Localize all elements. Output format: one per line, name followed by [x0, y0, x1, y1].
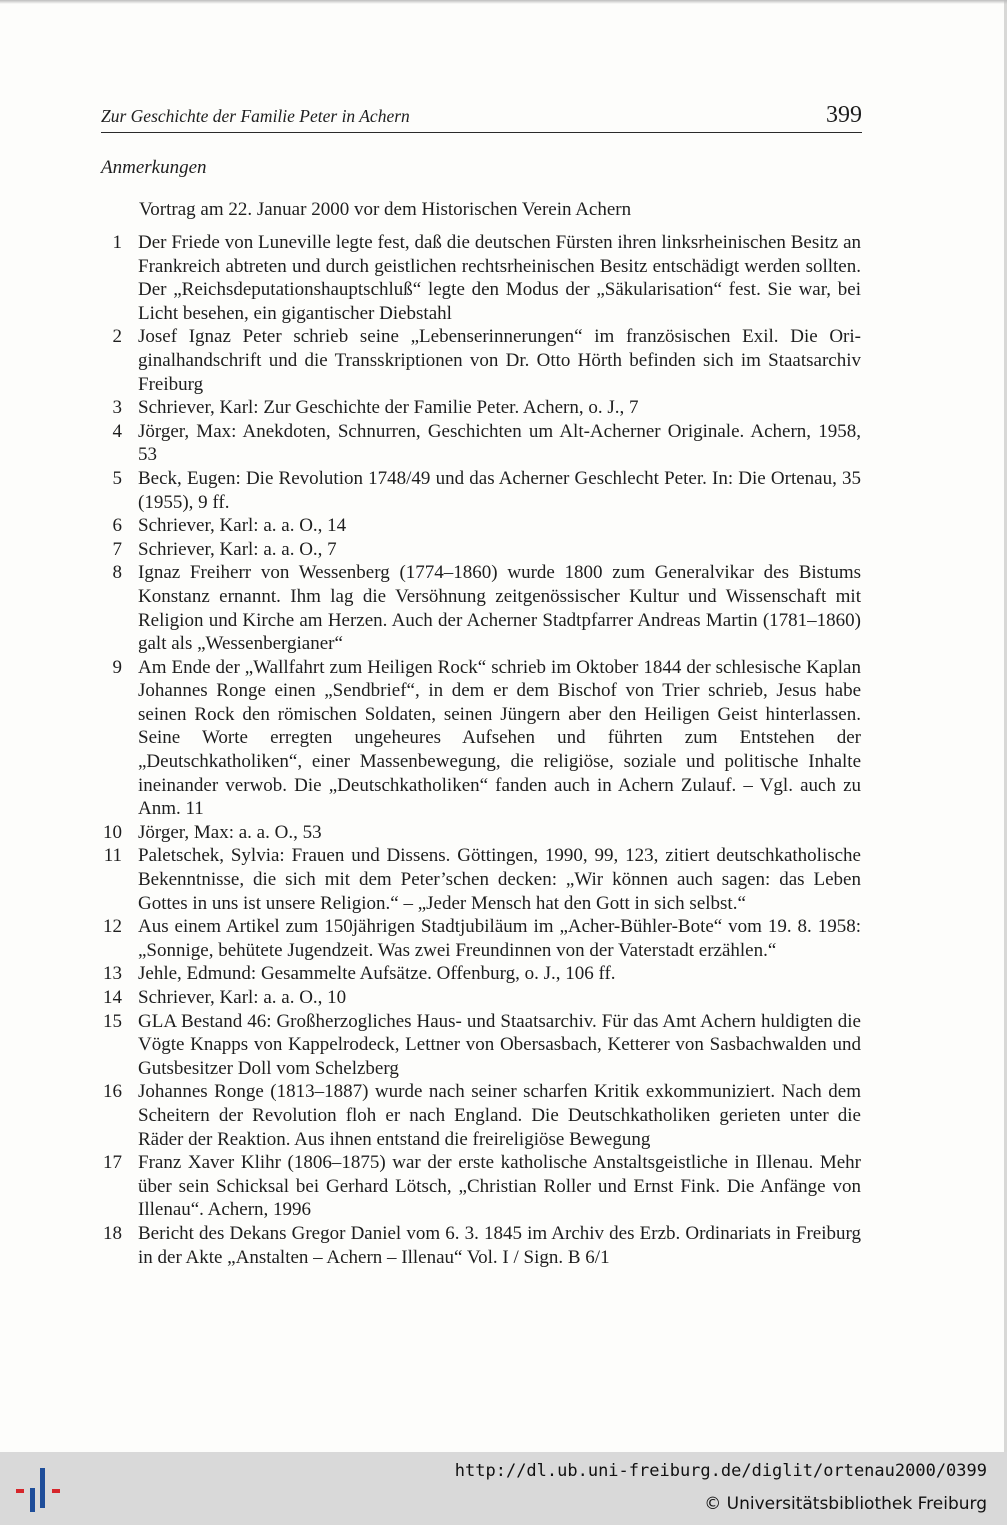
footnote-item: [95, 915, 861, 962]
footnote-number: 4: [112, 420, 122, 442]
footnote-item: [95, 844, 861, 915]
footnote-text: Josef Ignaz Peter schrieb seine „Lebenserinnerungen“ im französischen Exil. Die Originalhandschrift und die Transskriptionen von Dr. Otto Hörth befinden sich im Staatsarchiv Freiburg: [138, 326, 861, 395]
intro-note: Vortrag am 22. Januar 2000 vor dem Historischen Verein Achern: [139, 199, 632, 220]
footer-copyright: © Universitätsbibliothek Freiburg: [704, 1494, 987, 1514]
footnote-item: [95, 1010, 861, 1081]
footnote-item: [95, 962, 861, 986]
footnote-number: 16: [103, 1081, 122, 1103]
footnote-item: [95, 561, 861, 655]
footnote-item: [95, 1080, 861, 1151]
footnote-item: [95, 325, 861, 396]
footnote-number: 5: [112, 467, 122, 489]
page-top-edge: [0, 0, 1007, 4]
footnote-number: 17: [103, 1152, 122, 1174]
footnote-number: 15: [103, 1010, 122, 1032]
footnote-number: 13: [103, 963, 122, 985]
footnote-number: 6: [112, 515, 122, 537]
footnote-number: 8: [112, 562, 122, 584]
running-title: Zur Geschichte der Familie Peter in Achern: [101, 106, 410, 126]
footer-url-link[interactable]: http://dl.ub.uni-freiburg.de/diglit/ortenau2000/0399: [454, 1461, 987, 1481]
footnote-number: 7: [112, 538, 122, 560]
footnote-text: Johannes Ronge (1813–1887) wurde nach seiner scharfen Kritik exkommuniziert. Nach dem Scheitern der Revolution floh er nach England. Die Deutschkatholiken gerieten unter die Räder der Reaktion. Aus ihnen entstand die freireligiöse Bewegung: [138, 1081, 861, 1150]
header-rule: [101, 132, 862, 133]
footnote-text: Ignaz Freiherr von Wessenberg (1774–1860) wurde 1800 zum Generalvikar des Bistums Konstanz ernannt. Ihm lag die Versöhnung zeitgenössischer Kultur und Wissenschaft mit Religion und Kirche am Herzen. Auch der Acherner Stadtpfarrer Andreas Martin (1781–1860) galt als „Wessenbergianer“: [138, 562, 861, 655]
footnote-item: [95, 821, 861, 845]
footnote-number: 11: [103, 845, 122, 867]
page-number: 399: [826, 102, 862, 128]
footnote-text: Am Ende der „Wallfahrt zum Heiligen Rock“ schrieb im Oktober 1844 der schlesische Kaplan Johannes Ronge einen „Sendbrief“, in dem er dem Bischof von Trier schrieb, Jesus habe seinen Rock den römischen Soldaten, seinen Jüngern aber den Heiligen Geist hinterlassen. Seine Worte erregten ungeheures Aufsehen und führten zum Entstehen der „Deutschkatholiken“, einer Massenbewegung, die religiöse, soziale und politische Inhalte ineinander verwob. Die „Deutschkatholiken“ fanden auch in Achern Zulauf. – Vgl. auch zu Anm. 11: [138, 656, 861, 820]
section-title: Anmerkungen: [101, 157, 207, 178]
footnote-text: Beck, Eugen: Die Revolution 1748/49 und das Acherner Geschlecht Peter. In: Die Ortenau, 35 (1955), 9 ff.: [138, 467, 861, 513]
footnote-text: Paletschek, Sylvia: Frauen und Dissens. Göttingen, 1990, 99, 123, zitiert deutschkatholische Bekenntnisse, die sich mit dem Peter’schen decken: „Wir können auch sagen: das Leben Gottes in uns ist unsere Religion.“ – „Jeder Mensch hat den Gott in sich selbst.“: [138, 845, 861, 914]
footnote-text: Aus einem Artikel zum 150jährigen Stadtjubiläum im „Acher-Bühler-Bote“ vom 19. 8. 1958: „Sonnige, behütete Jugendzeit. Was zwei Freundinnen von der Vaterstadt erzählen.“: [138, 916, 861, 961]
footnote-number: 10: [103, 821, 122, 843]
footnote-text: Schriever, Karl: a. a. O., 7: [138, 538, 337, 560]
footnote-number: 9: [112, 656, 122, 678]
footnote-number: 1: [112, 232, 122, 253]
footnote-item: [95, 1151, 861, 1222]
footnote-text: Jörger, Max: Anekdoten, Schnurren, Geschichten um Alt-Acherner Originale. Achern, 1958, 53: [138, 420, 861, 466]
footnote-text: Der Friede von Luneville legte fest, daß die deutschen Fürsten ihren linksrheinischen Besitz an Frankreich abtreten und durch geistlichen rechtsrheinischen Besitz entschädigt werden sollten. Der „Reichsdeputationshauptschluß“ legte den Modus der „Säkularisation“ fest. Sie war, bei Licht besehen, ein gigantischer Diebstahl: [138, 232, 861, 324]
footnote-item: [95, 1222, 861, 1269]
footnote-text: Franz Xaver Klihr (1806–1875) war der erste katholische Anstaltsgeistliche in Illenau. Mehr über sein Schicksal bei Gerhard Lötsch, „Christian Roller und Ernst Fink. Die Anfänge von Illenau“. Achern, 1996: [138, 1152, 861, 1221]
footer-bar: [0, 1452, 1007, 1525]
footnote-item: [95, 467, 861, 514]
footnote-text: GLA Bestand 46: Großherzogliches Haus- und Staatsarchiv. Für das Amt Achern huldigten die Vögte Knapps von Kappelrodeck, Lettner von Obersasbach, Ketterer von Sasbachwalden und Gutsbesitzer Doll vom Schelzberg: [138, 1010, 861, 1079]
footnote-text: Bericht des Dekans Gregor Daniel vom 6. 3. 1845 im Archiv des Erzb. Ordinariats in Freiburg in der Akte „Anstalten – Achern – Illenau“ Vol. I / Sign. B 6/1: [138, 1222, 861, 1268]
footnote-text: Schriever, Karl: a. a. O., 14: [138, 515, 347, 537]
running-head: [101, 104, 862, 134]
ub-freiburg-logo-icon[interactable]: [14, 1464, 64, 1514]
footnote-item: [95, 538, 861, 562]
footnote-item: [95, 986, 861, 1010]
footnote-item: [95, 656, 861, 821]
footnote-text: Schriever, Karl: Zur Geschichte der Familie Peter. Achern, o. J., 7: [138, 397, 639, 419]
footnote-number: 3: [112, 397, 122, 419]
footnote-item: [95, 231, 861, 325]
footnote-text: Schriever, Karl: a. a. O., 10: [138, 987, 347, 1008]
footnote-item: [95, 396, 861, 420]
footnote-text: Jörger, Max: a. a. O., 53: [138, 821, 322, 843]
footnote-item: [95, 420, 861, 467]
footnote-number: 2: [112, 326, 122, 348]
footnote-text: Jehle, Edmund: Gesammelte Aufsätze. Offenburg, o. J., 106 ff.: [138, 963, 616, 985]
footnote-item: [95, 514, 861, 538]
notes-list: [95, 231, 861, 1269]
footnote-number: 18: [103, 1222, 122, 1244]
footnote-number: 12: [103, 916, 122, 938]
footnote-number: 14: [103, 987, 122, 1008]
